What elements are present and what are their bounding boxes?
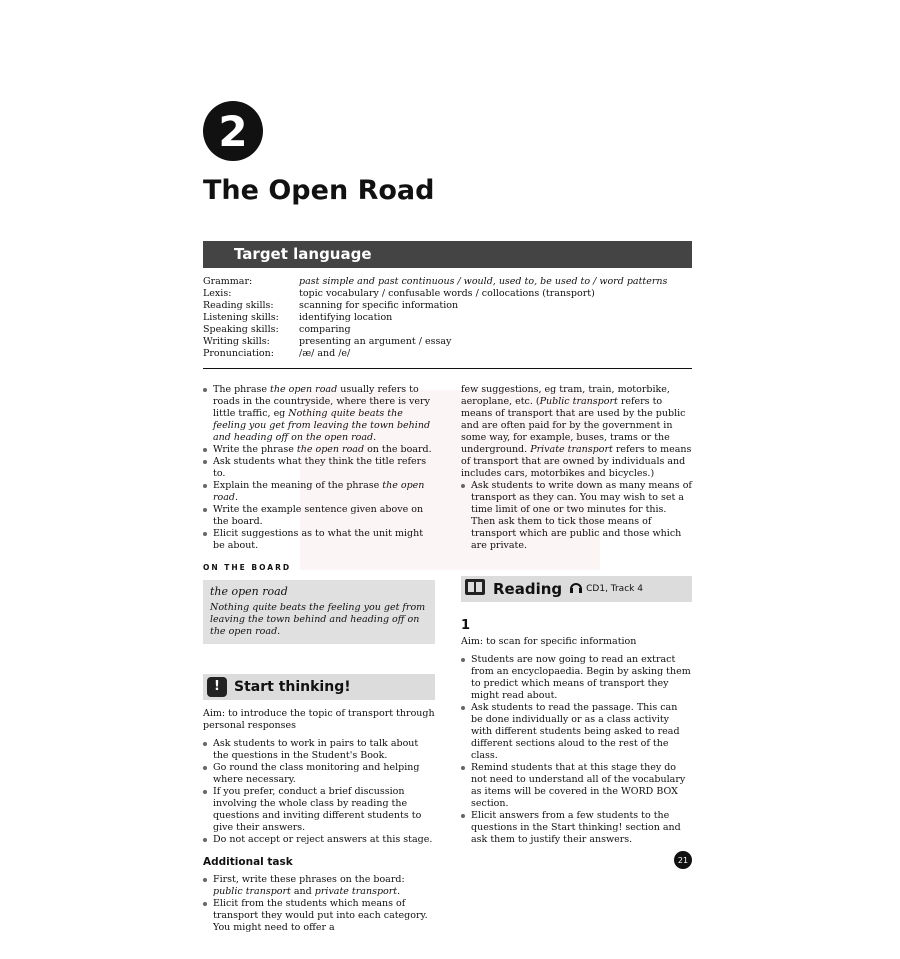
list-item: Elicit from the students which means of transport they would put into each category. You might need to offer a <box>203 898 435 934</box>
headphones-icon <box>569 580 583 598</box>
cd-track-label: CD1, Track 4 <box>586 584 643 594</box>
right-column <box>461 384 692 846</box>
list-item: Elicit answers from a few students to the questions in the Start thinking! section and ask them to justify their answers. <box>461 810 692 846</box>
divider <box>203 368 692 369</box>
intro-list <box>203 384 435 552</box>
board-text: Nothing quite beats the feeling you get from leaving the town behind and heading off on the open road. <box>210 602 426 637</box>
list-item: First, write these phrases on the board: public transport and private transport. <box>203 874 435 898</box>
target-language-heading: Target language <box>203 241 692 268</box>
page-number: 21 <box>674 851 692 869</box>
left-column <box>203 384 435 934</box>
tl-row-listening: Listening skills: identifying location <box>203 312 393 323</box>
exclamation-icon: ! <box>207 677 227 697</box>
public-private-paragraph: few suggestions, eg tram, train, motorbike, aeroplane, etc. (Public transport refers to means of transport that are used by the public and are often paid for by the government in some way, for example, buses, trams or the underground. Private transport refers to means of transport that are owned by individuals and includes cars, motorbikes and bicycles.) <box>461 384 692 479</box>
start-thinking-list <box>203 738 435 846</box>
list-item: Ask students to work in pairs to talk about the questions in the Student's Book. <box>203 738 435 762</box>
list-item: Write the example sentence given above on the board. <box>203 504 435 528</box>
target-language-table <box>203 276 692 360</box>
reading-list <box>461 654 692 846</box>
reading-heading: Reading <box>493 580 563 598</box>
tl-row-writing: Writing skills: presenting an argument / essay <box>203 336 452 347</box>
list-item: Ask students what they think the title refers to. <box>203 456 435 480</box>
exercise-number: 1 <box>461 618 471 633</box>
list-item: Go round the class monitoring and helping where necessary. <box>203 762 435 786</box>
tl-row-pronunciation: Pronunciation: /æ/ and /e/ <box>203 348 351 359</box>
tl-row-reading: Reading skills: scanning for specific information <box>203 300 459 311</box>
list-item: Ask students to write down as many means of transport as they can. You may wish to set a time limit of one or two minutes for this. Then ask them to tick those means of transport which are public and those which are private. <box>461 480 692 552</box>
list-item: Ask students to read the passage. This can be done individually or as a class activity with different students being asked to read different sections aloud to the rest of the class. <box>461 702 692 762</box>
tl-row-lexis: Lexis: topic vocabulary / confusable words / collocations (transport) <box>203 288 595 299</box>
book-icon <box>464 577 486 601</box>
start-thinking-aim: Aim: to introduce the topic of transport through personal responses <box>203 708 435 731</box>
start-thinking-heading: Start thinking! <box>234 679 351 695</box>
board-box <box>203 580 435 644</box>
board-title: the open road <box>210 585 288 598</box>
start-thinking-heading-bar <box>203 674 435 700</box>
unit-number-badge: 2 <box>203 101 263 161</box>
list-item: Elicit suggestions as to what the unit might be about. <box>203 528 435 552</box>
reading-heading-bar <box>461 576 692 602</box>
list-item: If you prefer, conduct a brief discussion involving the whole class by reading the questions and inviting different students to give their answers. <box>203 786 435 834</box>
list-item: The phrase the open road usually refers to roads in the countryside, where there is very little traffic, eg Nothing quite beats the feeling you get from leaving the town behind and heading off on the open road. <box>203 384 435 444</box>
list-item: Remind students that at this stage they do not need to understand all of the vocabulary as items will be covered in the WORD BOX section. <box>461 762 692 810</box>
transport-list <box>461 480 692 552</box>
unit-title: The Open Road <box>203 175 435 206</box>
tl-row-speaking: Speaking skills: comparing <box>203 324 351 335</box>
list-item: Explain the meaning of the phrase the open road. <box>203 480 435 504</box>
additional-task-heading: Additional task <box>203 856 293 868</box>
additional-task-list <box>203 874 435 934</box>
list-item: Students are now going to read an extract from an encyclopaedia. Begin by asking them to predict which means of transport they might read about. <box>461 654 692 702</box>
list-item: Write the phrase the open road on the board. <box>203 444 435 456</box>
list-item: Do not accept or reject answers at this stage. <box>203 834 435 846</box>
reading-aim: Aim: to scan for specific information <box>461 636 637 647</box>
on-the-board-label: ON THE BOARD <box>203 563 292 572</box>
tl-row-grammar: Grammar: past simple and past continuous / would, used to, be used to / word patterns <box>203 276 668 287</box>
